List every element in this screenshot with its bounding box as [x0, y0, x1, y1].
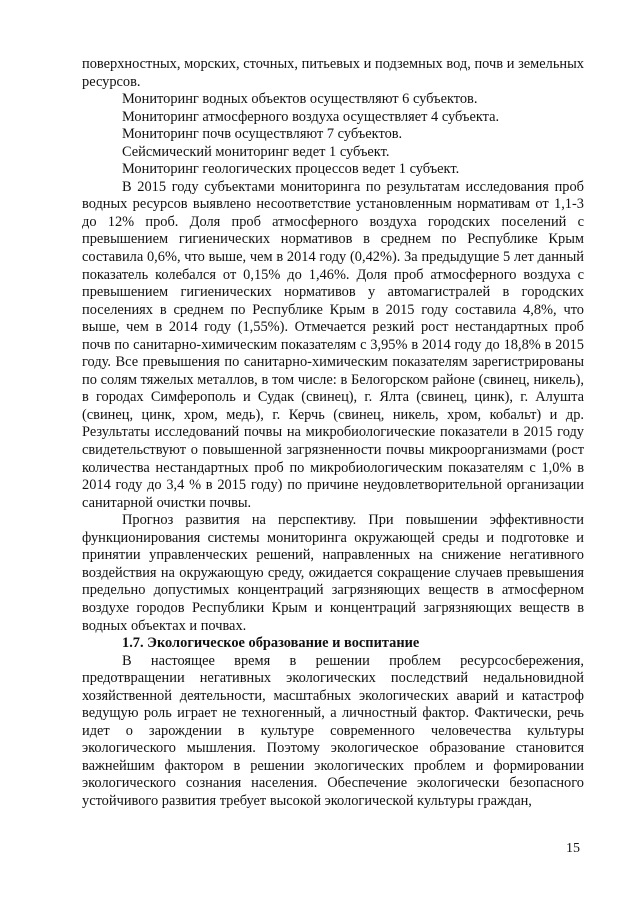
paragraph-soil-monitoring: Мониторинг почв осуществляют 7 субъектов.	[122, 126, 403, 143]
paragraph-water-monitoring: Мониторинг водных объектов осуществляют 6 субъектов.	[122, 91, 478, 108]
section-title: 1.7. Экологическое образование и воспитание	[122, 635, 420, 652]
page-number: 15	[566, 841, 580, 856]
paragraph-seismic-monitoring: Сейсмический мониторинг ведет 1 субъект.	[122, 143, 390, 160]
paragraph-intro: поверхностных, морских, сточных, питьевых и подземных вод, почв и земельных ресурсов.	[82, 56, 584, 90]
paragraph-geological-monitoring: Мониторинг геологических процессов ведет 1 субъект.	[122, 161, 460, 178]
document-page	[82, 56, 584, 811]
paragraph-results-2015: В 2015 году субъектами мониторинга по результатам исследования проб водных ресурсов выявлено несоответствие установленным нормативам от 1,1-3 до 12% проб. Доля проб атмосферного воздуха городских поселений с превышением гигиенических нормативов в среднем по Республике Крым составила 0,6%, что выше, чем в 2014 году (0,42%). За предыдущие 5 лет данный показатель колебался от 0,15% до 1,46%. Доля проб атмосферного воздуха с превышением гигиенических нормативов у автомагистралей в городских поселениях в среднем по Республике Крым в 2015 году составила 4,8%, что выше, чем в 2014 году (1,55%). Отмечается резкий рост нестандартных проб почв по санитарно-химическим показателям с 3,95% в 2014 году до 18,8% в 2015 году. Все превышения по санитарно-химическим показателям зарегистрированы по солям тяжелых металлов, в том числе: в Белогорском районе (свинец, никель), в городах Симферополь и Судак (свинец), г. Ялта (свинец, цинк), г. Алушта (свинец, цинк, хром, медь), г. Керчь (свинец, никель, хром, кобальт) и др. Результаты исследований почвы на микробиологические показатели в 2015 году свидетельствуют о повышенной загрязненности почвы микроорганизмами (рост количества нестандартных проб по микробиологическим показателям с 1,0% в 2014 году до 3,4 % в 2015 году) по причине неудовлетворительной организации санитарной очистки почвы.	[82, 178, 584, 511]
paragraph-air-monitoring: Мониторинг атмосферного воздуха осуществляет 4 субъекта.	[122, 108, 500, 125]
paragraph-ecological-education: В настоящее время в решении проблем ресурсосбережения, предотвращении негативных экологических последствий недальновидной хозяйственной деятельности, масштабных экологических аварий и катастроф ведущую роль играет не техногенный, а личностный фактор. Фактически, речь идет о зарождении в культуре современного человечества культуры экологического мышления. Поэтому экологическое образование становится важнейшим фактором в решении экологических проблем и формировании экологического сознания населения. Обеспечение экологически безопасного устойчивого развития требует высокой экологической культуры граждан,	[82, 652, 584, 809]
paragraph-forecast: Прогноз развития на перспективу. При повышении эффективности функционирования системы мониторинга окружающей среды и подготовке и принятии управленческих решений, направленных на снижение негативного воздействия на окружающую среду, ожидается сокращение случаев превышения предельно допустимых концентраций загрязняющих веществ в атмосферном воздухе городов Республики Крым и концентраций загрязняющих веществ в водных объектах и почвах.	[82, 512, 584, 634]
